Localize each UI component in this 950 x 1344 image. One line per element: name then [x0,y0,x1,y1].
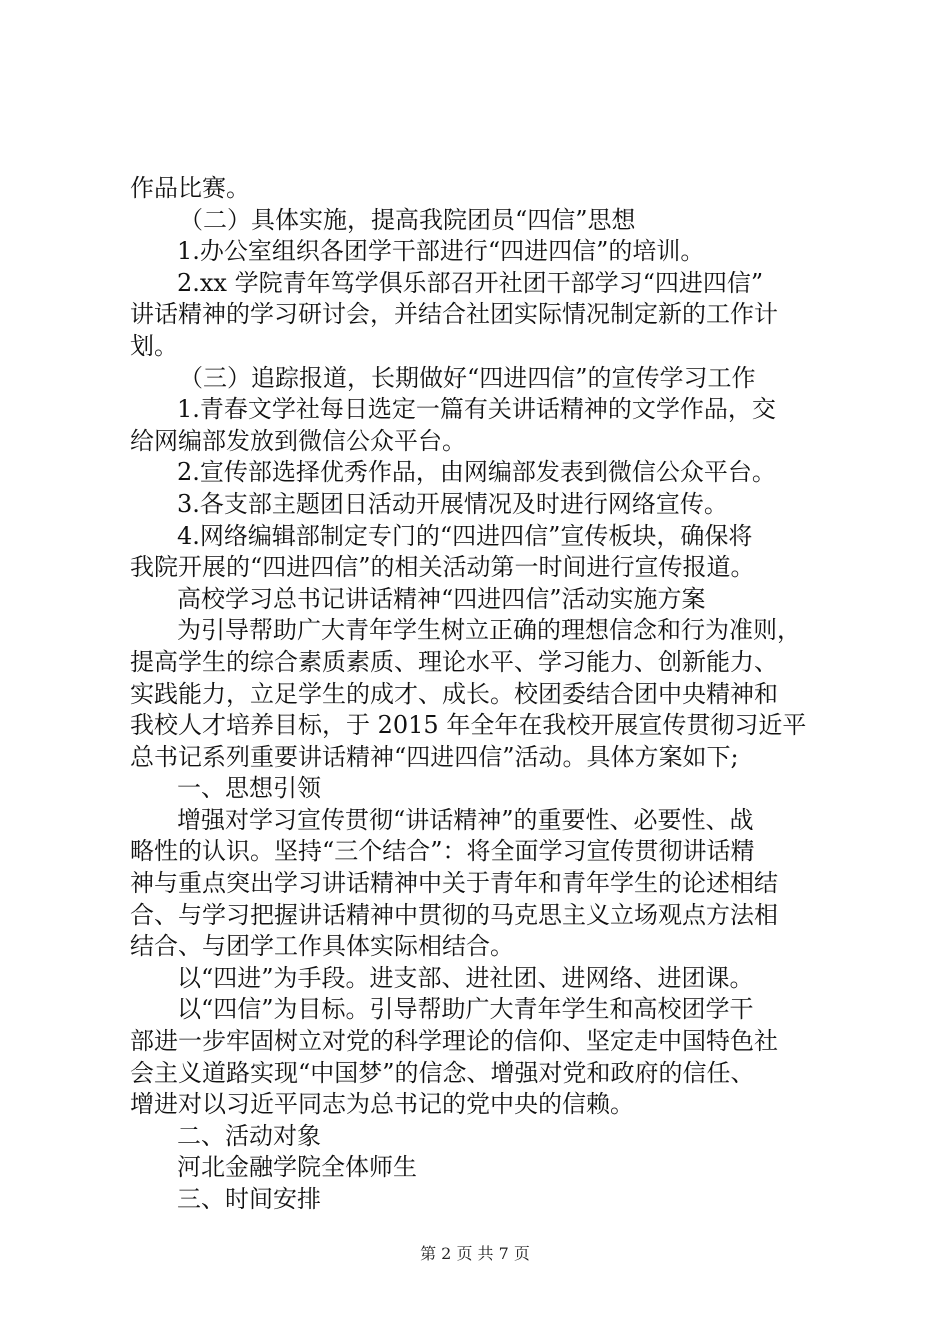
text-line: 3.各支部主题团日活动开展情况及时进行网络宣传。 [177,489,728,518]
text-line: 讲话精神的学习研讨会，并结合社团实际情况制定新的工作计 [130,300,778,329]
text-line: 略性的认识。坚持“三个结合”：将全面学习宣传贯彻讲话精 [130,837,755,866]
text-line: （三）追踪报道，长期做好“四进四信”的宣传学习工作 [179,363,756,392]
text-line: （二）具体实施，提高我院团员“四信”思想 [179,205,636,234]
text-line: 4.网络编辑部制定专门的“四进四信”宣传板块，确保将 [177,521,753,550]
text-line: 增进对以习近平同志为总书记的党中央的信赖。 [130,1090,634,1119]
text-line: 我院开展的“四进四信”的相关活动第一时间进行宣传报道。 [130,553,755,582]
text-line: 2.宣传部选择优秀作品，由网编部发表到微信公众平台。 [177,458,776,487]
text-line: 2.xx 学院青年笃学俱乐部召开社团干部学习“四进四信” [177,268,764,297]
text-line: 三、时间安排 [177,1185,321,1213]
text-line: 提高学生的综合素质素质、理论水平、学习能力、创新能力、 [130,647,778,676]
text-line: 一、思想引领 [177,774,321,803]
text-line: 1.办公室组织各团学干部进行“四进四信”的培训。 [177,237,705,266]
text-line: 结合、与团学工作具体实际相结合。 [130,932,514,961]
text-line: 实践能力，立足学生的成才、成长。校团委结合团中央精神和 [130,679,778,708]
text-line: 总书记系列重要讲话精神“四进四信”活动。具体方案如下; [130,742,739,771]
text-line: 部进一步牢固树立对党的科学理论的信仰、坚定走中国特色社 [130,1027,778,1056]
text-line: 二、活动对象 [177,1121,321,1150]
text-line: 高校学习总书记讲话精神“四进四信”活动实施方案 [177,584,706,613]
text-line: 合、与学习把握讲话精神中贯彻的马克思主义立场观点方法相 [130,900,778,929]
document-body [130,173,830,1216]
text-line: 会主义道路实现“中国梦”的信念、增强对党和政府的信任、 [130,1058,755,1087]
text-line: 1.青春文学社每日选定一篇有关讲话精神的文学作品，交 [177,395,776,424]
text-line: 作品比赛。 [130,174,250,202]
text-line: 我校人才培养目标，于 2015 年全年在我校开展宣传贯彻习近平 [130,711,807,740]
text-line: 以“四进”为手段。进支部、进社团、进网络、进团课。 [177,963,754,992]
text-line: 增强对学习宣传贯彻“讲话精神”的重要性、必要性、战 [177,805,754,834]
text-line: 为引导帮助广大青年学生树立正确的理想信念和行为准则， [177,616,801,645]
text-line: 神与重点突出学习讲话精神中关于青年和青年学生的论述相结 [130,869,778,898]
text-line: 划。 [130,331,178,360]
text-line: 河北金融学院全体师生 [177,1153,417,1182]
page-footer: 第 2 页 共 7 页 [420,1244,530,1263]
text-line: 给网编部发放到微信公众平台。 [130,426,466,455]
text-line: 以“四信”为目标。引导帮助广大青年学生和高校团学干 [177,995,754,1024]
